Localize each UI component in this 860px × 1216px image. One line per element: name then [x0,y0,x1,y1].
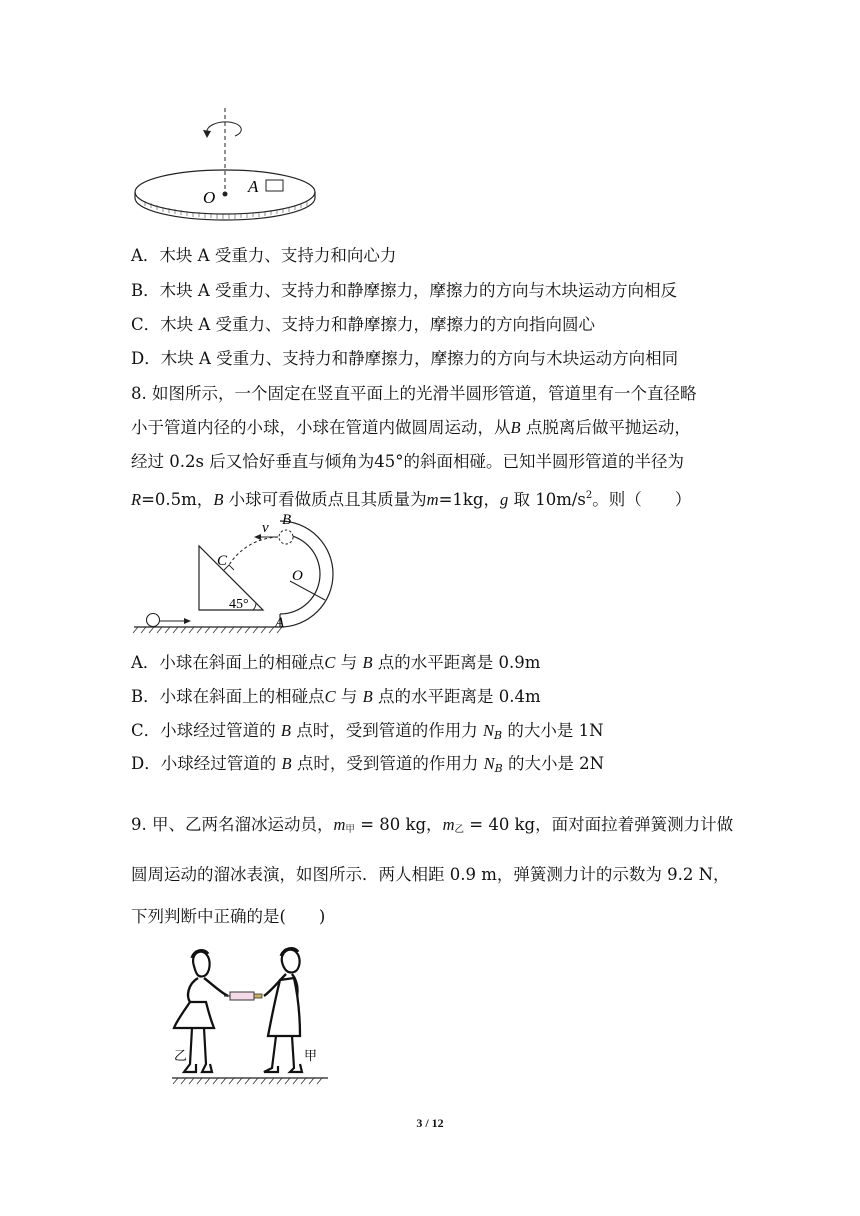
q9-stem-line1: 9. 甲、乙两名溜冰运动员，m甲 = 80 kg，m乙 = 40 kg，面对面拉着弹簧测力计做 [131,815,734,835]
q7-option-a: A．木块 A 受重力、支持力和向心力 [131,246,397,265]
q7-option-b: B．木块 A 受重力、支持力和静摩擦力，摩擦力的方向与木块运动方向相反 [131,281,678,300]
skater-label-left: 乙 [174,1048,188,1063]
q7-option-c: C．木块 A 受重力、支持力和静摩擦力，摩擦力的方向指向圆心 [131,315,596,334]
tube-label-v: v [262,520,269,536]
tube-label-o: O [292,568,303,584]
q8-stem-line4: R=0.5m，B 小球可看做质点且其质量为m=1kg，g 取 $10m/s^2$。则（ ） [131,490,692,509]
disc-label-o: O [203,188,216,207]
tube-label-a: A [275,615,285,631]
tube-label-c: C [217,553,228,569]
skaters-figure [168,944,333,1089]
disc-label-a: A [248,177,259,196]
q9-stem-line3: 下列判断中正确的是( ) [131,907,326,926]
q8-stem-line2: 小于管道内径的小球，小球在管道内做圆周运动，从B 点脱离后做平抛运动， [131,418,691,437]
q8-option-b: B．小球在斜面上的相碰点C 与 B 点的水平距离是 0.4m [131,687,541,706]
tube-label-angle: 45° [229,597,249,612]
incline-tube-figure [132,510,352,640]
q8-stem-line3: 经过 0.2s 后又恰好垂直与倾角为45°的斜面相碰。已知半圆形管道的半径为 [131,452,684,471]
q8-option-a: A．小球在斜面上的相碰点C 与 B 点的水平距离是 0.9m [131,653,541,672]
page-number: 3 / 12 [416,1116,444,1130]
q8-stem-line1: 8. 如图所示，一个固定在竖直平面上的光滑半圆形管道，管道里有一个直径略 [131,384,697,403]
rotating-disc-figure [125,108,325,228]
q9-stem-line2: 圆周运动的溜冰表演，如图所示．两人相距 0.9 m，弹簧测力计的示数为 9.2 N， [131,865,730,884]
q8-option-c: C．小球经过管道的 B 点时，受到管道的作用力 $N_B$ 的大小是 1N [131,721,604,742]
q8-option-d: D．小球经过管道的 B 点时，受到管道的作用力 $N_B$ 的大小是 2N [131,754,605,775]
q7-option-d: D．木块 A 受重力、支持力和静摩擦力，摩擦力的方向与木块运动方向相同 [131,349,679,368]
tube-label-b: B [282,512,292,528]
skater-label-right: 甲 [304,1048,318,1063]
